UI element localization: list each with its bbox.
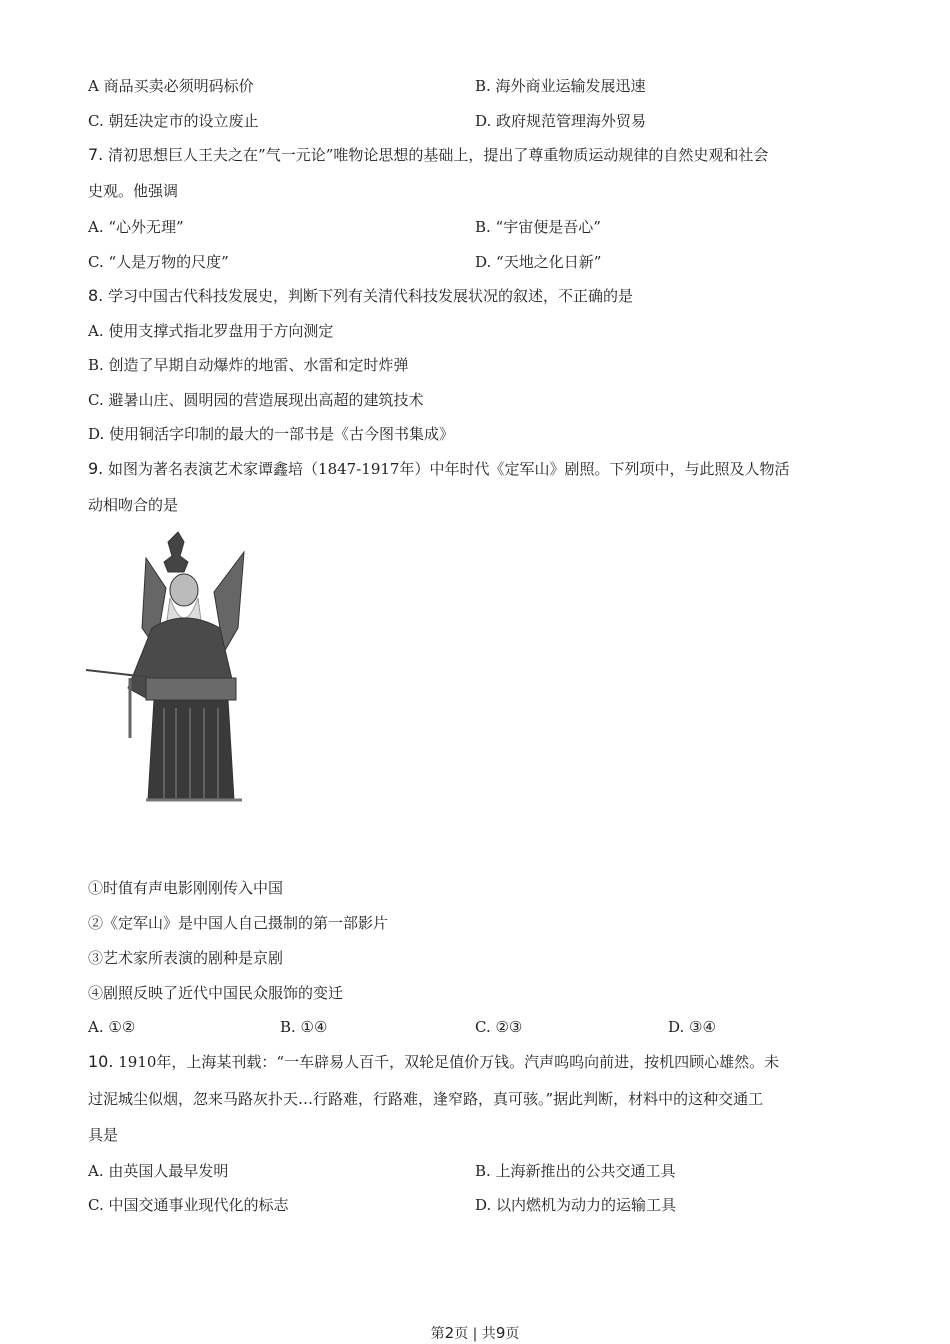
q10-stem-line3: 具是 <box>88 1126 119 1144</box>
q8-option-d: D. 使用铜活字印制的最大的一部书是《古今图书集成》 <box>88 425 455 443</box>
footer-page-number: 2 <box>444 1324 455 1342</box>
page-footer <box>0 1323 950 1343</box>
q9-option-b: B. ①④ <box>280 1018 328 1036</box>
q10-number: 10. <box>88 1052 114 1071</box>
q8-option-b: B. 创造了早期自动爆炸的地雷、水雷和定时炸弹 <box>88 356 409 374</box>
q8-option-c: C. 避暑山庄、圆明园的营造展现出高超的建筑技术 <box>88 391 424 409</box>
q9-stem-line2: 动相吻合的是 <box>88 496 179 514</box>
q10-option-d: D. 以内燃机为动力的运输工具 <box>475 1196 677 1214</box>
q8-option-a: A. 使用支撑式指北罗盘用于方向测定 <box>88 322 334 340</box>
q9-statement-4: ④剧照反映了近代中国民众服饰的变迁 <box>88 984 344 1002</box>
footer-separator: 页 | 共 <box>454 1326 496 1342</box>
q8-number: 8. <box>88 286 104 305</box>
q8-stem-text: 学习中国古代科技发展史，判断下列有关清代科技发展状况的叙述，不正确的是 <box>108 287 634 305</box>
q10-stem <box>88 1052 779 1072</box>
q9-option-d: D. ③④ <box>668 1018 716 1036</box>
q8-stem <box>88 286 633 306</box>
q7-option-c: C. “人是万物的尺度” <box>88 253 229 271</box>
q6-option-d: D. 政府规范管理海外贸易 <box>475 112 647 130</box>
q6-option-b: B. 海外商业运输发展迅速 <box>475 77 646 95</box>
q9-statement-1: ①时值有声电影刚刚传入中国 <box>88 879 284 897</box>
q7-option-a: A. “心外无理” <box>88 218 184 236</box>
q10-option-b: B. 上海新推出的公共交通工具 <box>475 1162 676 1180</box>
q9-stem <box>88 459 789 479</box>
footer-suffix: 页 <box>505 1326 520 1342</box>
q7-stem <box>88 145 768 165</box>
q6-option-c: C. 朝廷决定市的设立废止 <box>88 112 259 130</box>
q7-option-b: B. “宇宙便是吾心” <box>475 218 601 236</box>
q7-number: 7. <box>88 145 104 164</box>
q9-option-c: C. ②③ <box>475 1018 523 1036</box>
q7-stem-line2: 史观。他强调 <box>88 182 179 200</box>
q10-stem-line1: 1910年，上海某刊载：“一车辟易人百千，双轮足值价万钱。汽声呜呜向前进，按机四顾心雄然。未 <box>118 1053 780 1071</box>
q9-stem-line1: 如图为著名表演艺术家谭鑫培（1847-1917年）中年时代《定军山》剧照。下列项中，与此照及人物活 <box>108 460 790 478</box>
q10-option-a: A. 由英国人最早发明 <box>88 1162 229 1180</box>
q10-option-c: C. 中国交通事业现代化的标志 <box>88 1196 289 1214</box>
q9-option-a: A. ①② <box>88 1018 136 1036</box>
q10-stem-line2: 过泥城尘似烟，忽来马路灰扑天…行路难，行路难，逢窄路，真可骇。”据此判断，材料中的这种交通工 <box>88 1090 764 1108</box>
q9-statement-3: ③艺术家所表演的剧种是京剧 <box>88 949 284 967</box>
footer-prefix: 第 <box>430 1326 445 1342</box>
footer-total-pages: 9 <box>495 1324 506 1342</box>
q6-option-a: A 商品买卖必须明码标价 <box>88 77 254 95</box>
q9-number: 9. <box>88 459 104 478</box>
q7-stem-line1: 清初思想巨人王夫之在”气一元论”唯物论思想的基础上，提出了尊重物质运动规律的自然史观和社会 <box>108 146 769 164</box>
q7-option-d: D. “天地之化日新” <box>475 253 602 271</box>
opera-performer-photo <box>86 528 252 812</box>
q9-statement-2: ②《定军山》是中国人自己摄制的第一部影片 <box>88 914 389 932</box>
